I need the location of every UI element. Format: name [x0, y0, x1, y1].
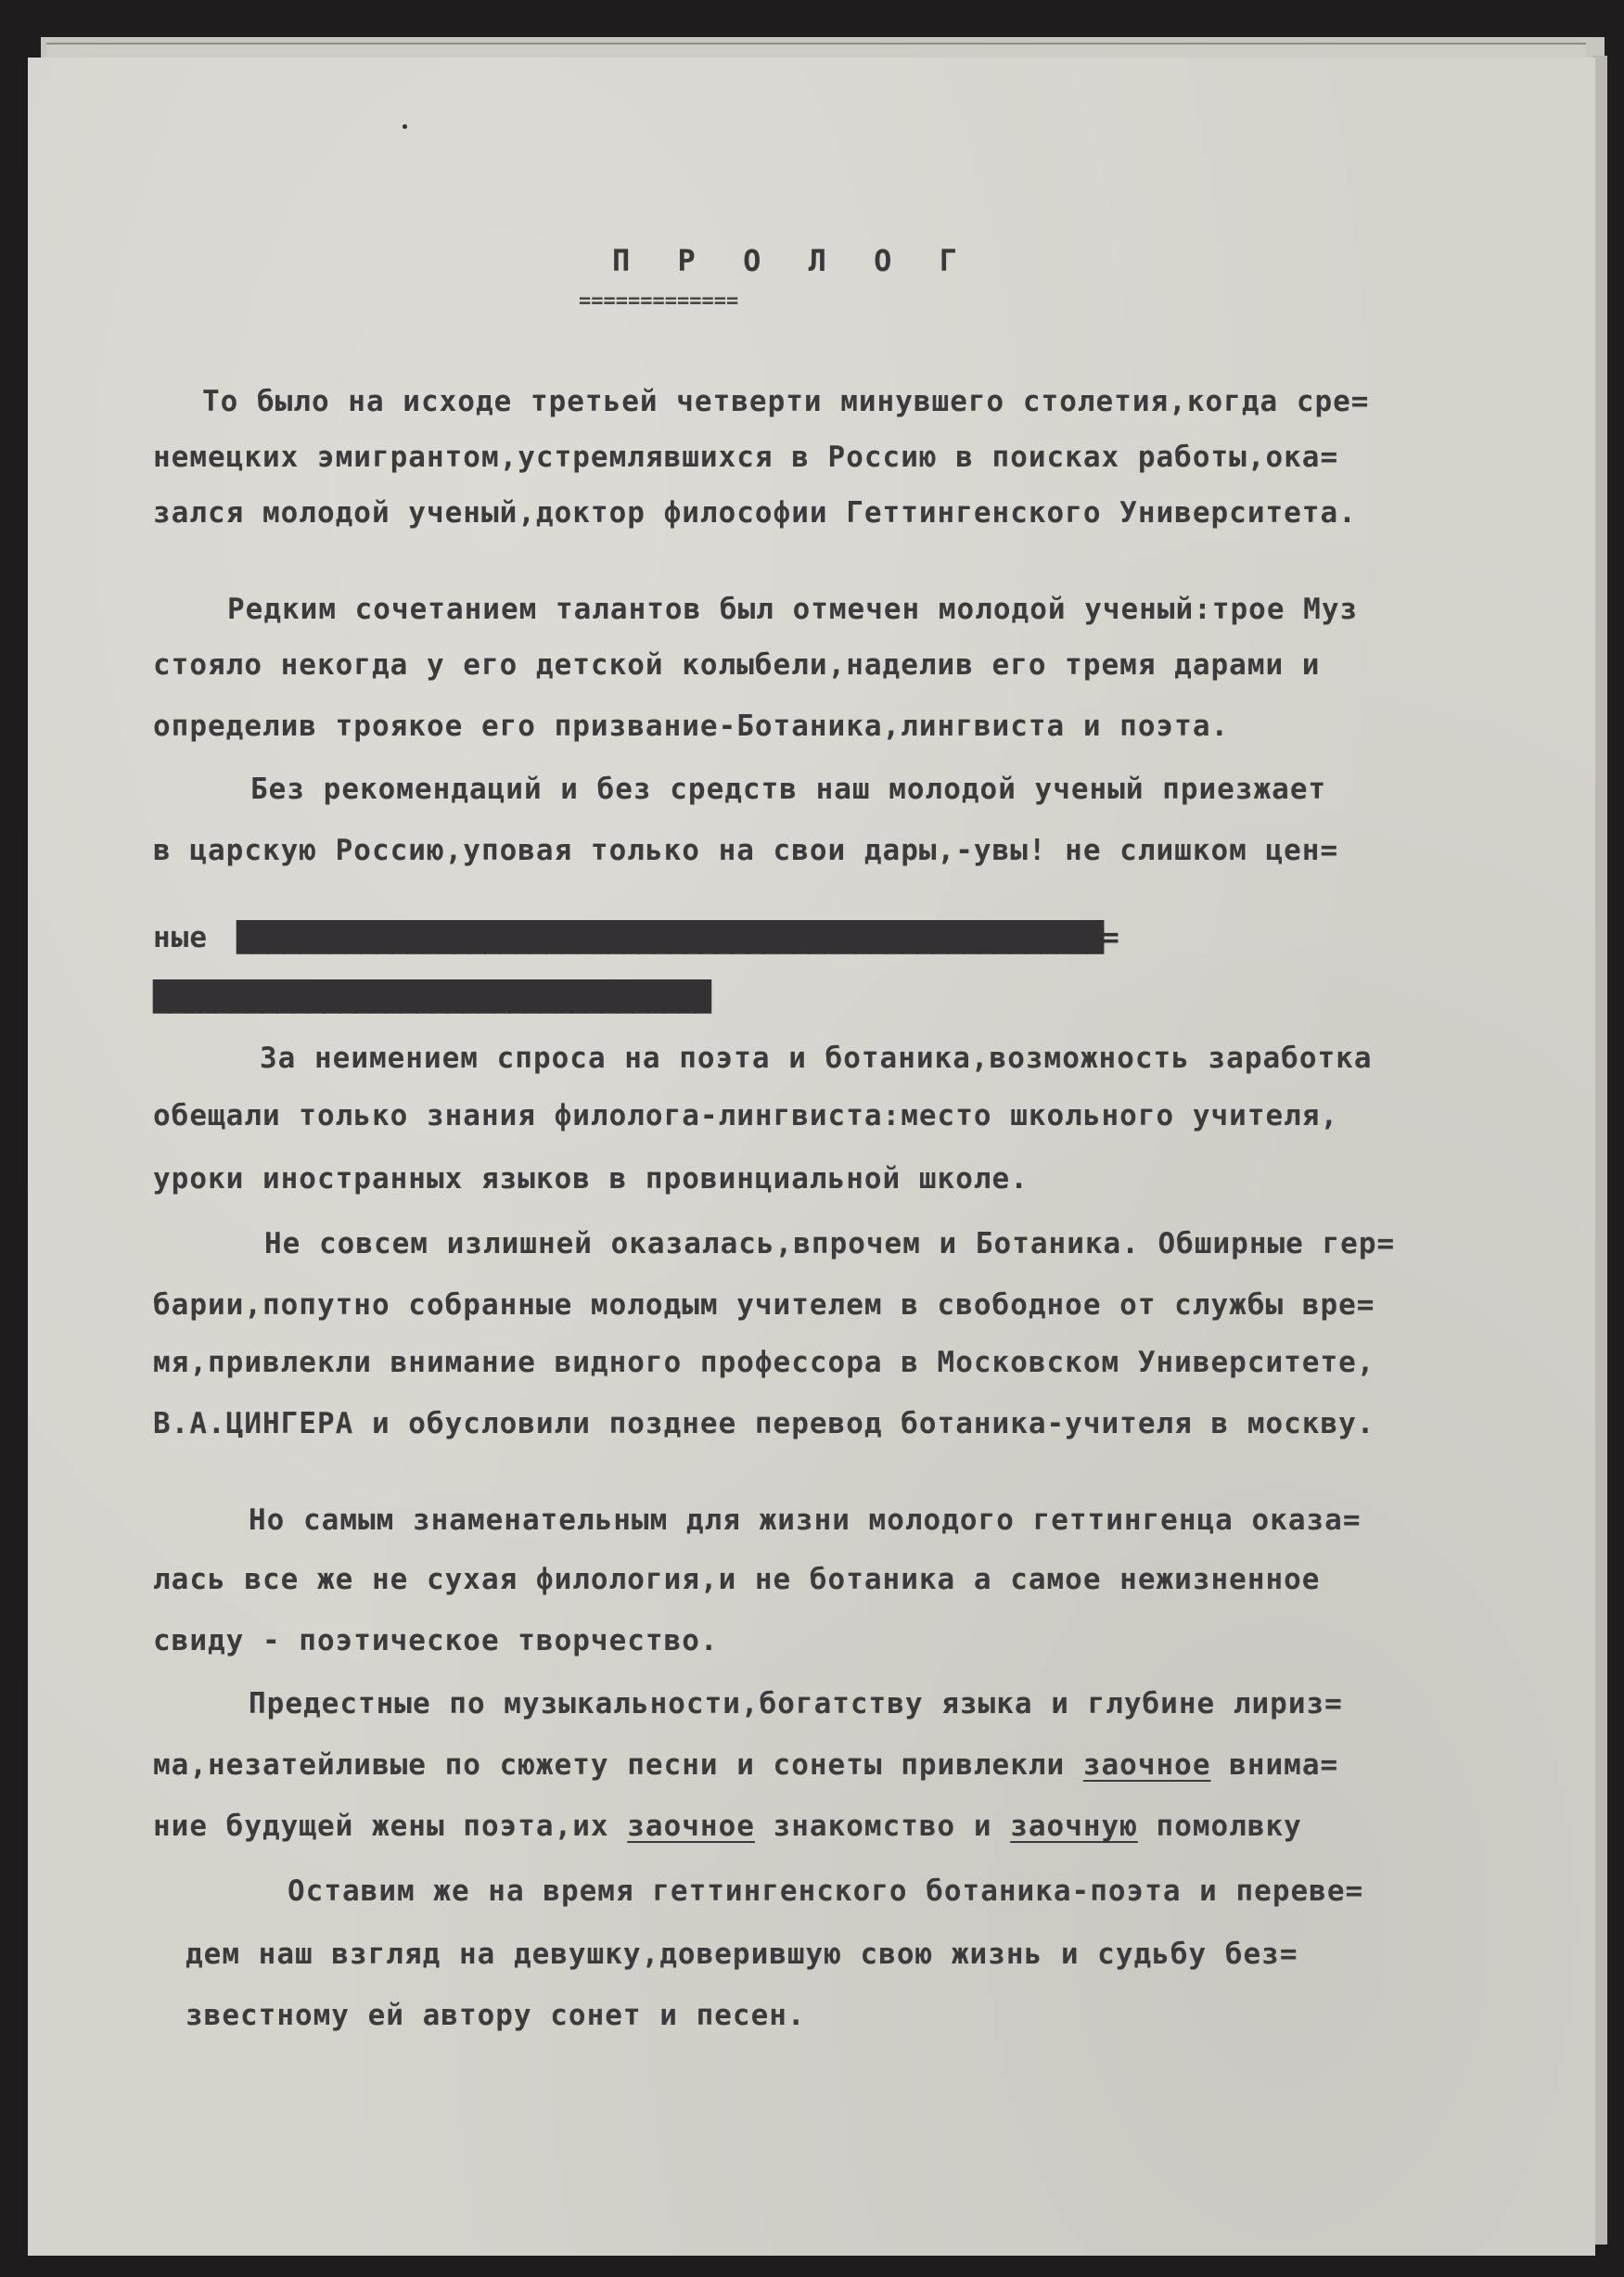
- text-line: Не совсем излишней оказалась,впрочем и Ботаника. Обширные гер=: [264, 1227, 1396, 1260]
- title-underline: =============: [579, 289, 739, 313]
- text-line: То было на исходе третьей четверти минувшего столетия,когда сре=: [202, 385, 1370, 418]
- text-line: определив троякое его призвание-Ботаника,лингвиста и поэта.: [153, 710, 1230, 743]
- text-line: Редким сочетанием талантов был отмечен молодой ученый:трое Муз: [227, 593, 1359, 626]
- text-line: свиду - поэтическое творчество.: [153, 1624, 719, 1657]
- text-line: Но самым знаменательным для жизни молодого геттингенца оказа=: [249, 1503, 1362, 1537]
- text-line: барии,попутно собранные молодым учителем в свободное от службы вре=: [153, 1288, 1375, 1322]
- text-line: стояло некогда у его детской колыбели,наделив его тремя дарами и: [153, 648, 1321, 682]
- text-line: немецких эмигрантом,устремлявшихся в Россию в поисках работы,ока=: [153, 441, 1339, 474]
- underlined-word: заочную: [1010, 1810, 1138, 1843]
- text-run: ние будущей жены поэта,их: [153, 1810, 628, 1843]
- underlined-word: заочное: [627, 1810, 755, 1843]
- text-line: дем наш взгляд на девушку,доверившую свою жизнь и судьбу без=: [185, 1938, 1298, 1971]
- text-line: в царскую Россию,уповая только на свои дары,-увы! не слишком цен=: [153, 834, 1339, 867]
- text-run: ма,незатейливые по сюжету песни и сонеты привлекли: [153, 1748, 1083, 1782]
- ink-speck: [403, 124, 407, 129]
- text-line: В.А.ЦИНГЕРА и обусловили позднее перевод ботаника-учителя в москву.: [153, 1407, 1375, 1440]
- text-run: знакомство и: [754, 1810, 1011, 1843]
- text-run: внима=: [1210, 1748, 1339, 1782]
- struck-out-text: ████████████████████████████████████: [153, 980, 710, 1014]
- text-line: [153, 1812, 1302, 1841]
- text-line: зался молодой ученый,доктор философии Геттингенского Университета.: [153, 496, 1357, 530]
- text-line: мя,привлекли внимание видного профессора в Московском Университете,: [153, 1346, 1375, 1379]
- text-line: ные: [153, 921, 208, 954]
- text-line: Без рекомендаций и без средств наш молодой ученый приезжает: [250, 773, 1327, 806]
- struck-out-text: ████████████████████████████████████████████████████████=: [237, 921, 1118, 954]
- text-line: Предестные по музыкальности,богатству языка и глубине лириз=: [249, 1687, 1343, 1721]
- text-line: [153, 1748, 1339, 1782]
- text-run: помолвку: [1137, 1810, 1302, 1843]
- page-title: П Р О Л О Г: [612, 243, 972, 278]
- text-line: Оставим же на время геттингенского ботаника-поэта и переве=: [288, 1874, 1364, 1908]
- text-line: За неимением спроса на поэта и ботаника,возможность заработка: [260, 1042, 1373, 1075]
- underlined-word: заочное: [1082, 1748, 1211, 1782]
- text-line: уроки иностранных языков в провинциальной школе.: [153, 1162, 1029, 1196]
- text-line: звестному ей автору сонет и песен.: [185, 1999, 806, 2032]
- text-line: лась все же не сухая филология,и не ботаника а самое нежизненное: [153, 1563, 1321, 1596]
- text-line: обещали только знания филолога-лингвиста:место школьного учителя,: [153, 1099, 1339, 1132]
